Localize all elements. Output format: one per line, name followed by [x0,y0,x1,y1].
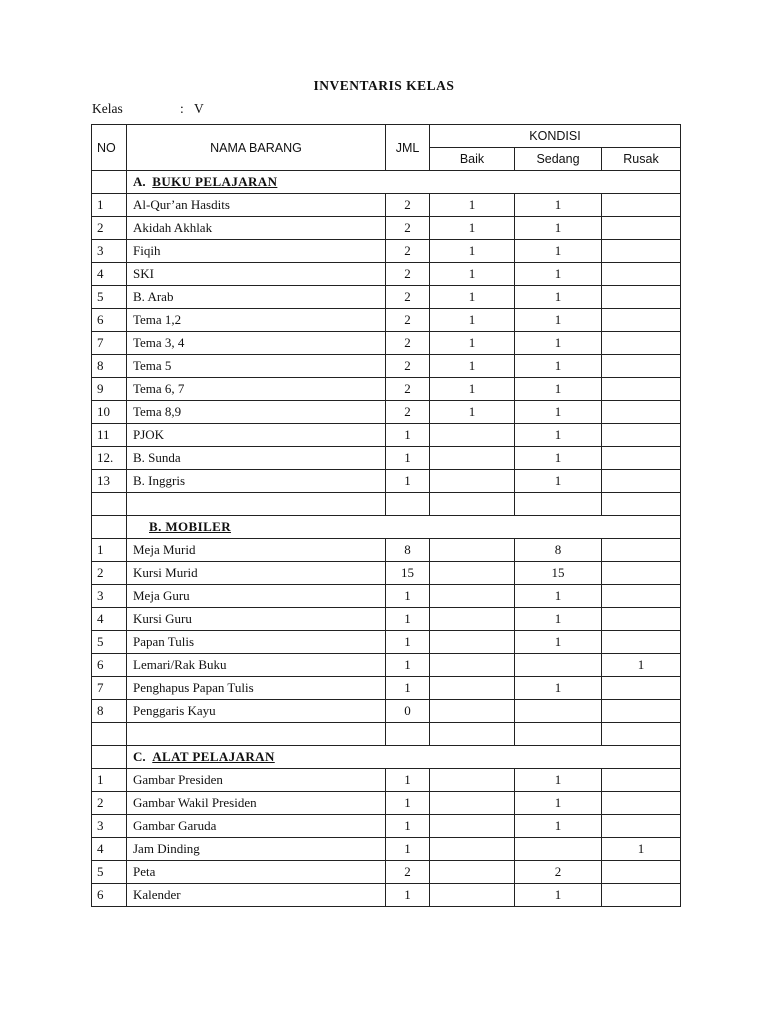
cell-no: 4 [92,263,127,286]
cell-no: 8 [92,355,127,378]
cell-no: 1 [92,539,127,562]
section-spacer-cell [92,171,127,194]
cell-no: 3 [92,240,127,263]
cell-baik [430,677,515,700]
table-row [92,585,681,608]
cell-sedang: 1 [515,424,602,447]
cell-baik [430,424,515,447]
cell-baik [430,769,515,792]
cell-name: Kursi Murid [127,562,386,585]
column-header-baik: Baik [430,148,515,171]
section-title: B. MOBILER [149,519,232,534]
cell-rusak: 1 [602,654,681,677]
section-title-cell [127,516,681,539]
column-header-kondisi: KONDISI [430,125,681,148]
cell-rusak [602,401,681,424]
cell-sedang: 1 [515,286,602,309]
inventory-table [91,124,681,907]
table-row [92,654,681,677]
cell-baik [430,608,515,631]
cell-no: 5 [92,861,127,884]
kelas-label: Kelas [92,101,123,116]
table-row [92,608,681,631]
cell-baik: 1 [430,263,515,286]
cell-sedang: 1 [515,240,602,263]
cell-rusak [602,355,681,378]
cell-sedang [515,838,602,861]
cell-rusak [602,447,681,470]
kelas-value: V [194,101,204,116]
table-row [92,815,681,838]
cell-baik: 1 [430,240,515,263]
cell-baik [430,631,515,654]
cell-baik [430,815,515,838]
cell-jml: 1 [386,884,430,907]
cell-name: Meja Guru [127,585,386,608]
cell-name: PJOK [127,424,386,447]
table-row [92,700,681,723]
cell-name: Tema 1,2 [127,309,386,332]
cell-jml: 1 [386,608,430,631]
blank-row [92,493,681,516]
cell-rusak [602,309,681,332]
cell-baik [430,792,515,815]
blank-cell [127,493,386,516]
cell-rusak [602,194,681,217]
cell-name: Tema 3, 4 [127,332,386,355]
table-row [92,194,681,217]
column-header-name: NAMA BARANG [127,125,386,171]
cell-name: Tema 5 [127,355,386,378]
cell-jml: 2 [386,263,430,286]
cell-name: Jam Dinding [127,838,386,861]
cell-rusak [602,539,681,562]
section-header-row [92,746,681,769]
table-row [92,240,681,263]
cell-no: 13 [92,470,127,493]
blank-cell [515,723,602,746]
cell-jml: 1 [386,654,430,677]
section-title: BUKU PELAJARAN [152,174,278,189]
cell-baik: 1 [430,194,515,217]
cell-no: 7 [92,677,127,700]
column-header-sedang: Sedang [515,148,602,171]
cell-jml: 2 [386,240,430,263]
cell-no: 6 [92,309,127,332]
cell-rusak [602,608,681,631]
cell-rusak [602,240,681,263]
table-row [92,677,681,700]
cell-jml: 1 [386,424,430,447]
cell-name: B. Arab [127,286,386,309]
cell-name: Akidah Akhlak [127,217,386,240]
table-row [92,470,681,493]
cell-no: 10 [92,401,127,424]
cell-jml: 2 [386,401,430,424]
cell-no: 3 [92,815,127,838]
cell-rusak [602,585,681,608]
cell-sedang: 1 [515,378,602,401]
cell-sedang: 1 [515,769,602,792]
cell-jml: 1 [386,815,430,838]
cell-rusak [602,263,681,286]
cell-name: Fiqih [127,240,386,263]
kelas-line [92,101,204,117]
cell-sedang: 1 [515,217,602,240]
cell-sedang: 1 [515,677,602,700]
table-body [92,171,681,907]
cell-jml: 1 [386,585,430,608]
cell-sedang: 15 [515,562,602,585]
cell-name: Al-Qur’an Hasdits [127,194,386,217]
cell-name: Penggaris Kayu [127,700,386,723]
cell-jml: 2 [386,309,430,332]
cell-baik [430,838,515,861]
cell-sedang: 1 [515,355,602,378]
table-row [92,401,681,424]
cell-baik [430,585,515,608]
cell-baik [430,539,515,562]
cell-sedang: 1 [515,470,602,493]
cell-sedang: 8 [515,539,602,562]
section-title-cell [127,746,681,769]
cell-no: 4 [92,608,127,631]
blank-cell [602,493,681,516]
table-row [92,884,681,907]
cell-name: Gambar Garuda [127,815,386,838]
cell-sedang: 1 [515,401,602,424]
section-letter: C. [133,749,146,764]
cell-jml: 2 [386,332,430,355]
table-row [92,217,681,240]
cell-sedang: 1 [515,332,602,355]
section-spacer-cell [92,516,127,539]
blank-cell [515,493,602,516]
section-title: ALAT PELAJARAN [152,749,275,764]
table-row [92,355,681,378]
cell-name: Kursi Guru [127,608,386,631]
cell-baik: 1 [430,309,515,332]
cell-baik [430,700,515,723]
section-header-row [92,516,681,539]
cell-jml: 15 [386,562,430,585]
cell-rusak [602,677,681,700]
cell-baik [430,562,515,585]
cell-no: 1 [92,769,127,792]
cell-jml: 2 [386,355,430,378]
cell-jml: 2 [386,378,430,401]
cell-no: 12. [92,447,127,470]
table-row [92,424,681,447]
column-header-no: NO [92,125,127,171]
blank-cell [386,723,430,746]
cell-rusak [602,217,681,240]
cell-no: 1 [92,194,127,217]
table-row [92,861,681,884]
cell-baik: 1 [430,286,515,309]
cell-no: 2 [92,562,127,585]
cell-name: Tema 6, 7 [127,378,386,401]
header-row [92,125,681,148]
cell-baik: 1 [430,332,515,355]
cell-sedang: 1 [515,585,602,608]
cell-name: Papan Tulis [127,631,386,654]
table-row [92,562,681,585]
cell-jml: 0 [386,700,430,723]
cell-sedang [515,654,602,677]
cell-name: Penghapus Papan Tulis [127,677,386,700]
cell-jml: 2 [386,861,430,884]
cell-sedang [515,700,602,723]
blank-row [92,723,681,746]
cell-rusak [602,562,681,585]
column-header-jml: JML [386,125,430,171]
cell-jml: 2 [386,217,430,240]
cell-no: 6 [92,884,127,907]
blank-cell [127,723,386,746]
cell-sedang: 1 [515,884,602,907]
cell-rusak [602,631,681,654]
section-letter: A. [133,174,146,189]
cell-rusak: 1 [602,838,681,861]
cell-sedang: 1 [515,631,602,654]
cell-rusak [602,378,681,401]
cell-name: Tema 8,9 [127,401,386,424]
cell-jml: 2 [386,194,430,217]
cell-sedang: 1 [515,309,602,332]
cell-name: B. Inggris [127,470,386,493]
cell-baik [430,447,515,470]
cell-no: 2 [92,792,127,815]
cell-rusak [602,424,681,447]
cell-sedang: 1 [515,608,602,631]
blank-cell [430,493,515,516]
blank-cell [92,493,127,516]
cell-baik [430,654,515,677]
table-row [92,263,681,286]
cell-rusak [602,332,681,355]
cell-jml: 1 [386,792,430,815]
cell-baik: 1 [430,378,515,401]
cell-no: 3 [92,585,127,608]
cell-jml: 1 [386,769,430,792]
cell-name: Meja Murid [127,539,386,562]
cell-baik: 1 [430,401,515,424]
cell-no: 2 [92,217,127,240]
table-row [92,838,681,861]
cell-jml: 1 [386,631,430,654]
cell-no: 7 [92,332,127,355]
blank-cell [602,723,681,746]
cell-no: 11 [92,424,127,447]
table-row [92,539,681,562]
cell-baik: 1 [430,355,515,378]
cell-rusak [602,769,681,792]
cell-rusak [602,861,681,884]
cell-baik [430,861,515,884]
table-row [92,631,681,654]
cell-no: 4 [92,838,127,861]
blank-cell [430,723,515,746]
cell-name: B. Sunda [127,447,386,470]
cell-no: 9 [92,378,127,401]
table-row [92,378,681,401]
kelas-separator: : [180,101,184,116]
cell-name: SKI [127,263,386,286]
cell-sedang: 1 [515,263,602,286]
cell-no: 6 [92,654,127,677]
cell-jml: 8 [386,539,430,562]
section-spacer-cell [92,746,127,769]
cell-rusak [602,470,681,493]
cell-baik: 1 [430,217,515,240]
cell-jml: 1 [386,838,430,861]
cell-name: Kalender [127,884,386,907]
table-row [92,332,681,355]
cell-jml: 1 [386,470,430,493]
cell-name: Peta [127,861,386,884]
cell-no: 5 [92,631,127,654]
cell-sedang: 1 [515,194,602,217]
table-row [92,309,681,332]
cell-rusak [602,792,681,815]
table-row [92,447,681,470]
cell-name: Gambar Presiden [127,769,386,792]
cell-no: 8 [92,700,127,723]
cell-baik [430,470,515,493]
cell-sedang: 1 [515,815,602,838]
document-title: INVENTARIS KELAS [313,78,455,93]
table-row [92,286,681,309]
cell-rusak [602,884,681,907]
section-header-row [92,171,681,194]
column-header-rusak: Rusak [602,148,681,171]
cell-jml: 1 [386,447,430,470]
section-title-cell [127,171,681,194]
cell-baik [430,884,515,907]
cell-rusak [602,286,681,309]
cell-jml: 1 [386,677,430,700]
blank-cell [92,723,127,746]
cell-name: Gambar Wakil Presiden [127,792,386,815]
cell-no: 5 [92,286,127,309]
cell-sedang: 1 [515,792,602,815]
blank-cell [386,493,430,516]
cell-jml: 2 [386,286,430,309]
cell-name: Lemari/Rak Buku [127,654,386,677]
cell-rusak [602,815,681,838]
cell-sedang: 2 [515,861,602,884]
table-row [92,769,681,792]
cell-sedang: 1 [515,447,602,470]
cell-rusak [602,700,681,723]
table-row [92,792,681,815]
